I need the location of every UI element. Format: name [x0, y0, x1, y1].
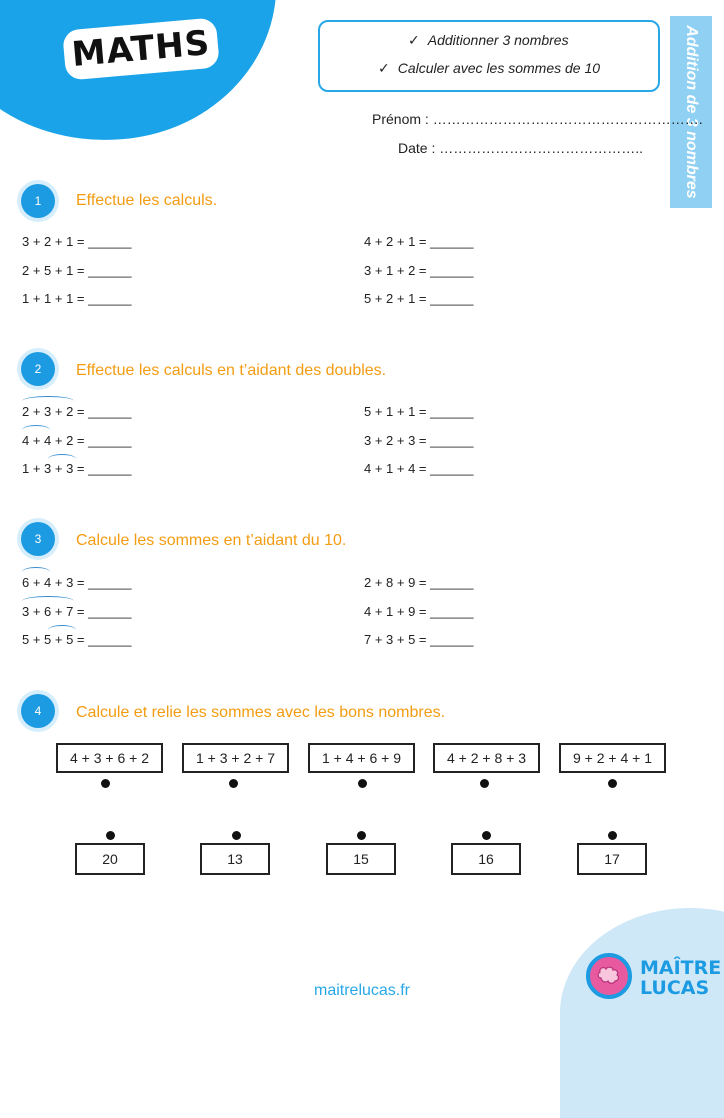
objective-2: ✓ Calculer avec les sommes de 10: [378, 60, 601, 76]
calc-item[interactable]: 6 + 4 + 3 = ______: [22, 575, 132, 590]
result-box: 17: [577, 843, 647, 875]
calc-item[interactable]: 4 + 4 + 2 = ______: [22, 433, 132, 448]
check-icon: ✓: [408, 32, 420, 48]
prenom-field[interactable]: Prénom : ………………………………………………….: [372, 111, 703, 127]
calc-item[interactable]: 4 + 1 + 9 = ______: [364, 604, 474, 619]
website-link[interactable]: maitrelucas.fr: [313, 982, 411, 999]
calc-item[interactable]: 5 + 5 + 5 = ______: [22, 632, 132, 647]
brand-line-2: LUCAS: [640, 977, 710, 999]
calc-item[interactable]: 3 + 1 + 2 = ______: [364, 263, 474, 278]
result-box: 15: [326, 843, 396, 875]
result-box: 20: [75, 843, 145, 875]
calc-item[interactable]: 2 + 5 + 1 = ______: [22, 263, 132, 278]
objectives-box: [318, 20, 660, 92]
brand-logo-text: [640, 958, 721, 998]
calc-item[interactable]: 3 + 6 + 7 = ______: [22, 604, 132, 619]
result-box: 13: [200, 843, 270, 875]
connect-dot[interactable]: [232, 831, 241, 840]
connect-dot[interactable]: [357, 831, 366, 840]
exercise-title: Calcule et relie les sommes avec les bons nombres.: [76, 704, 446, 721]
calc-item[interactable]: 3 + 2 + 1 = ______: [22, 234, 132, 249]
calc-item[interactable]: 4 + 2 + 1 = ______: [364, 234, 474, 249]
calc-item[interactable]: 7 + 3 + 5 = ______: [364, 632, 474, 647]
exercise-number: 1: [21, 184, 55, 218]
sum-box: 9 + 2 + 4 + 1: [559, 743, 666, 773]
exercise-title: Effectue les calculs en t’aidant des doubles.: [76, 362, 387, 379]
brand-line-1: MAÎTRE: [640, 957, 722, 979]
date-field[interactable]: Date : ……………………………………..: [398, 140, 644, 156]
exercise-number: 2: [21, 352, 55, 386]
connect-dot[interactable]: [229, 779, 238, 788]
calc-item[interactable]: 2 + 3 + 2 = ______: [22, 404, 132, 419]
sum-box: 4 + 2 + 8 + 3: [433, 743, 540, 773]
side-tab-label: Addition de 3 nombres: [683, 25, 700, 199]
calc-item[interactable]: 4 + 1 + 4 = ______: [364, 461, 474, 476]
calc-item[interactable]: 1 + 3 + 3 = ______: [22, 461, 132, 476]
connect-dot[interactable]: [358, 779, 367, 788]
connect-dot[interactable]: [480, 779, 489, 788]
exercise-title: Effectue les calculs.: [76, 192, 218, 209]
footer-blob: [560, 908, 724, 1118]
calc-item[interactable]: 2 + 8 + 9 = ______: [364, 575, 474, 590]
exercise-title: Calcule les sommes en t’aidant du 10.: [76, 532, 347, 549]
connect-dot[interactable]: [482, 831, 491, 840]
check-icon: ✓: [378, 60, 390, 76]
calc-item[interactable]: 5 + 1 + 1 = ______: [364, 404, 474, 419]
calc-item[interactable]: 5 + 2 + 1 = ______: [364, 291, 474, 306]
calc-item[interactable]: 1 + 1 + 1 = ______: [22, 291, 132, 306]
objective-1: ✓ Additionner 3 nombres: [408, 32, 569, 48]
sum-box: 1 + 4 + 6 + 9: [308, 743, 415, 773]
result-box: 16: [451, 843, 521, 875]
connect-dot[interactable]: [608, 831, 617, 840]
logo-text: MATHS: [70, 23, 212, 75]
calc-item[interactable]: 3 + 2 + 3 = ______: [364, 433, 474, 448]
exercise-number: 3: [21, 522, 55, 556]
sum-box: 4 + 3 + 6 + 2: [56, 743, 163, 773]
connect-dot[interactable]: [106, 831, 115, 840]
connect-dot[interactable]: [101, 779, 110, 788]
brain-icon: [586, 953, 632, 999]
connect-dot[interactable]: [608, 779, 617, 788]
sum-box: 1 + 3 + 2 + 7: [182, 743, 289, 773]
exercise-number: 4: [21, 694, 55, 728]
